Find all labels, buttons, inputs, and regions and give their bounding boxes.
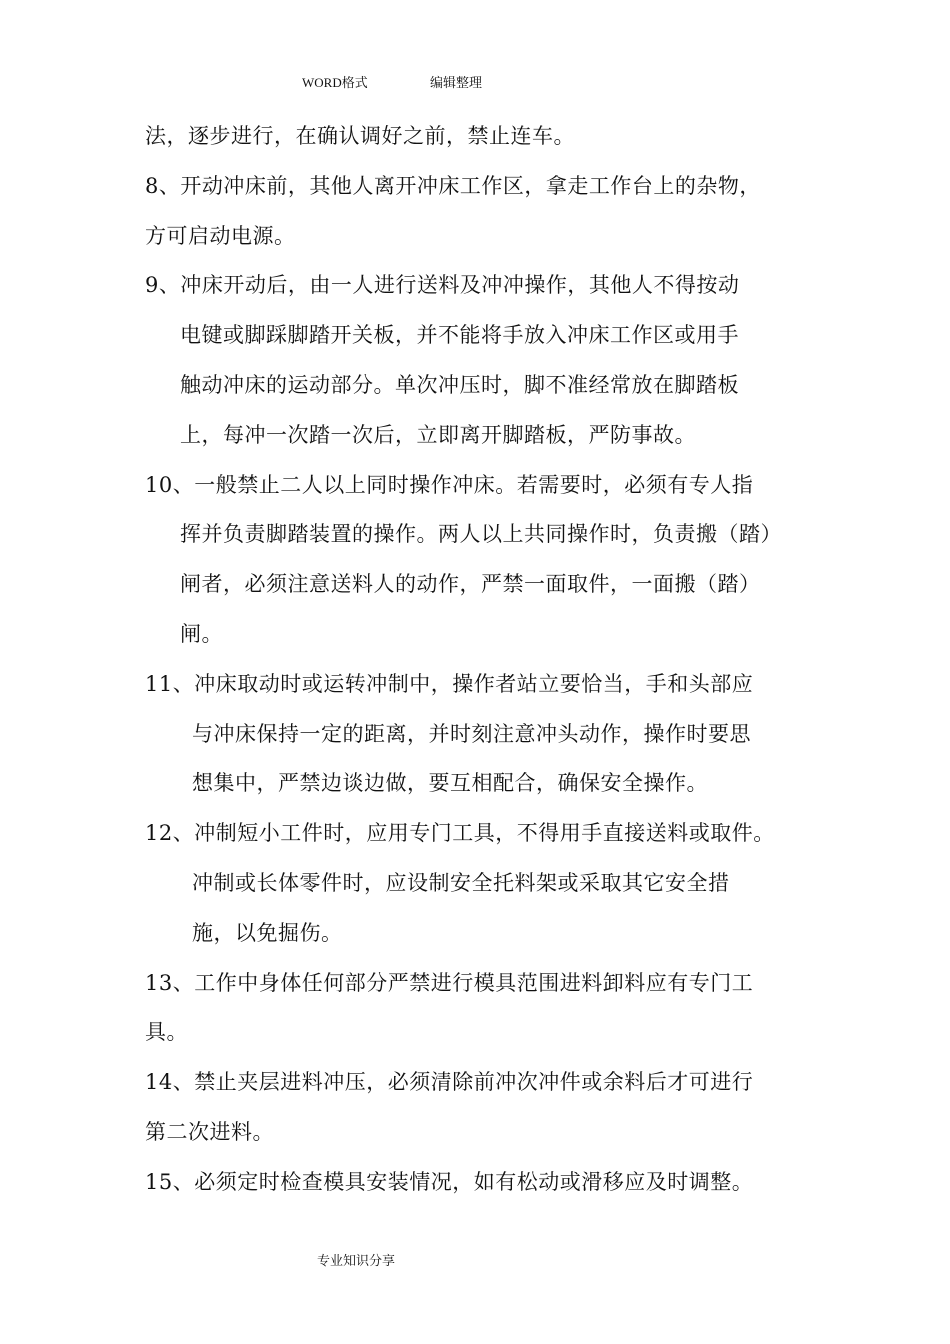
item-number: 12、 (145, 821, 195, 846)
paragraph-12-cont (145, 859, 810, 959)
line: 法，逐步进行，在确认调好之前，禁止连车。 (145, 124, 575, 148)
item-number: 8、 (145, 173, 181, 198)
line: 想集中，严禁边谈边做，要互相配合，确保安全操作。 (192, 771, 708, 796)
page-header (0, 72, 950, 92)
line: 闸。 (180, 621, 223, 646)
paragraph-13 (145, 959, 810, 1059)
item-number: 10、 (145, 472, 195, 497)
header-format-label: WORD格式 (302, 75, 368, 90)
line: 与冲床保持一定的距离，并时刻注意冲头动作，操作时要思 (192, 721, 751, 746)
paragraph-continuation (145, 112, 810, 162)
paragraph-10 (145, 461, 810, 511)
paragraph-8 (145, 162, 810, 262)
paragraph-14 (145, 1058, 810, 1158)
line: 冲制短小工件时，应用专门工具，不得用手直接送料或取件。 (194, 821, 775, 846)
paragraph-11-cont (145, 710, 810, 810)
line: 触动冲床的运动部分。单次冲压时，脚不准经常放在脚踏板 (180, 372, 739, 397)
line: 电键或脚踩脚踏开关板，并不能将手放入冲床工作区或用手 (180, 323, 739, 348)
item-number: 14、 (145, 1070, 195, 1095)
line: 方可启动电源。 (145, 223, 296, 248)
document-body (145, 112, 810, 1208)
item-number: 11、 (145, 671, 195, 696)
item-number: 9、 (145, 273, 181, 298)
line: 禁止夹层进料冲压，必须清除前冲次冲件或余料后才可进行 (194, 1070, 754, 1095)
item-number: 15、 (145, 1169, 195, 1194)
paragraph-12 (145, 809, 810, 859)
line: 开动冲床前，其他人离开冲床工作区，拿走工作台上的杂物， (180, 173, 761, 198)
line: 挥并负责脚踏装置的操作。两人以上共同操作时，负责搬（踏） (180, 522, 782, 547)
line: 具。 (145, 1020, 188, 1045)
line: 冲床取动时或运转冲制中，操作者站立要恰当，手和头部应 (194, 671, 754, 696)
paragraph-11 (145, 660, 810, 710)
paragraph-9-cont (145, 311, 810, 460)
paragraph-15 (145, 1158, 810, 1208)
line: 施，以免掘伤。 (192, 920, 343, 945)
page-footer: 专业知识分享 (317, 1254, 396, 1269)
header-edit-label: 编辑整理 (430, 75, 483, 90)
line: 冲制或长体零件时，应设制安全托料架或采取其它安全措 (192, 870, 730, 895)
line: 上，每冲一次踏一次后，立即离开脚踏板，严防事故。 (180, 422, 696, 447)
line: 一般禁止二人以上同时操作冲床。若需要时，必须有专人指 (194, 472, 754, 497)
line: 第二次进料。 (145, 1119, 274, 1144)
line: 工作中身体任何部分严禁进行模具范围进料卸料应有专门工 (194, 970, 754, 995)
paragraph-10-cont (145, 510, 810, 659)
paragraph-9 (145, 261, 810, 311)
line: 冲床开动后，由一人进行送料及冲冲操作，其他人不得按动 (180, 273, 740, 298)
item-number: 13、 (145, 970, 195, 995)
line: 必须定时检查模具安装情况，如有松动或滑移应及时调整。 (194, 1169, 754, 1194)
line: 闸者，必须注意送料人的动作，严禁一面取件，一面搬（踏） (180, 572, 761, 597)
